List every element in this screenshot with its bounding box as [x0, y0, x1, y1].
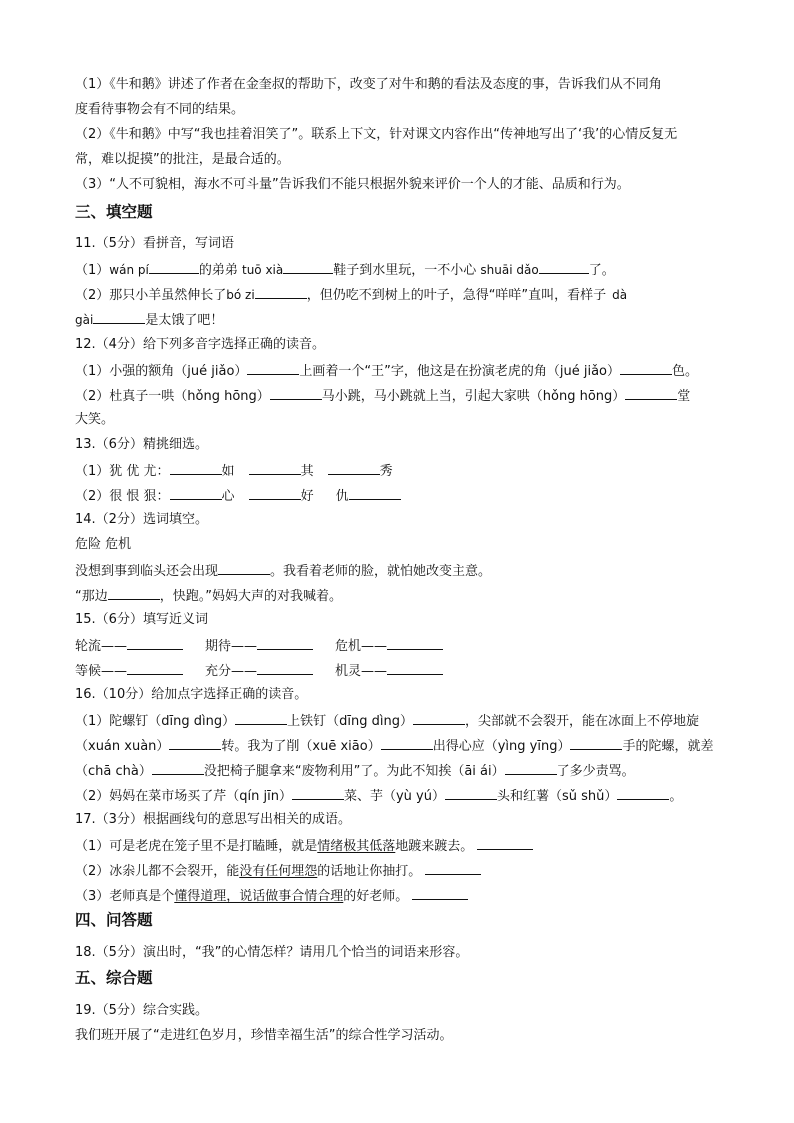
q16-l3-text: 没把椅子腿拿来“废物利用”了。为此不知挨（āi ái） — [203, 764, 505, 779]
answer-blank[interactable] — [539, 261, 589, 274]
q11-l1-text: 鞋子到水里玩，一不小心 — [333, 263, 477, 278]
q12-l2-text: （2）杜真子一哄（hǒng hōng） — [75, 389, 270, 404]
q12-line-1 — [75, 362, 698, 380]
q17-line-1 — [75, 837, 533, 855]
q17-heading: 17.（3分）根据画线句的意思写出相关的成语。 — [75, 812, 351, 827]
q17-line-3 — [75, 887, 468, 905]
answer-blank[interactable] — [247, 362, 299, 375]
answer-blank[interactable] — [235, 712, 287, 725]
pinyin: wán pí — [109, 263, 149, 277]
answer-blank[interactable] — [570, 737, 622, 750]
answer-blank[interactable] — [505, 762, 557, 775]
pinyin: tuō xià — [241, 263, 284, 277]
q13-heading: 13.（6分）精挑细选。 — [75, 437, 208, 452]
q18-heading: 18.（5分）演出时，“我”的心情怎样？请用几个恰当的词语来形容。 — [75, 945, 469, 960]
q11-l2-text: ，但仍吃不到树上的叶子，急得“咩咩”直叫，看样子 — [306, 288, 607, 303]
q13-word: 秀 — [379, 464, 393, 479]
answer-blank[interactable] — [218, 562, 270, 575]
pinyin: shuāi dǎo — [480, 263, 539, 277]
q17-l3-text: 的好老师。 — [343, 889, 409, 904]
q13-line-2 — [75, 487, 401, 505]
q12-l1-text: （1）小强的额角（jué jiǎo） — [75, 364, 248, 379]
section-5-title: 五、综合题 — [75, 969, 153, 987]
q16-l4-text: 菜、芋（yù yú） — [343, 789, 445, 804]
answer-blank[interactable] — [617, 787, 669, 800]
q11-l1-end: 了。 — [588, 263, 615, 278]
answer-blank[interactable] — [257, 637, 313, 650]
q16-l2-text: （xuán xuàn） — [75, 739, 170, 754]
answer-blank[interactable] — [283, 261, 333, 274]
section-3-title: 三、填空题 — [75, 203, 153, 221]
answer-blank[interactable] — [477, 837, 533, 850]
q12-line-3: 大笑。 — [75, 412, 115, 427]
q13-word: 其 — [300, 464, 314, 479]
q12-l1-text: 上画着一个“王”字，他这是在扮演老虎的角（jué jiǎo） — [299, 364, 621, 379]
q11-l1-text: 的弟弟 — [198, 263, 238, 278]
q16-l4-end: 。 — [669, 789, 683, 804]
q17-l3-text: （3）老师真是个 — [75, 889, 175, 904]
q16-l4-text: 头和红薯（sǔ shǔ） — [496, 789, 618, 804]
answer-blank[interactable] — [170, 487, 222, 500]
q16-l1-text: 上铁钉（dīng dìng） — [287, 714, 413, 729]
q14-l2-text: ，快跑。”妈妈大声的对我喊着。 — [159, 589, 342, 604]
q13-word: 心 — [221, 489, 235, 504]
answer-blank[interactable] — [445, 787, 497, 800]
q11-line-2 — [75, 286, 627, 304]
q16-line-3 — [75, 762, 635, 780]
q14-l2-text: “那边 — [75, 589, 108, 604]
underlined-phrase: 没有任何埋怨 — [239, 864, 318, 879]
q16-line-2 — [75, 737, 713, 755]
answer-blank[interactable] — [270, 387, 322, 400]
q16-l3-text: 了多少责骂。 — [556, 764, 635, 779]
q11-l1-prefix: （1） — [75, 263, 110, 278]
q16-line-4 — [75, 787, 682, 805]
q15-heading: 15.（6分）填写近义词 — [75, 612, 208, 627]
answer-blank[interactable] — [620, 362, 672, 375]
answer-blank[interactable] — [255, 286, 307, 299]
answer-blank[interactable] — [127, 662, 183, 675]
pinyin: gài — [75, 313, 94, 327]
q16-heading: 16.（10分）给加点字选择正确的读音。 — [75, 687, 308, 702]
q14-heading: 14.（2分）选词填空。 — [75, 512, 208, 527]
answer-blank[interactable] — [349, 487, 401, 500]
answer-blank[interactable] — [257, 662, 313, 675]
q15-word: 等候—— — [75, 664, 128, 679]
q15-line-2 — [75, 662, 443, 680]
q15-line-1 — [75, 637, 443, 655]
answer-blank[interactable] — [413, 712, 465, 725]
q16-l1-text: （1）陀螺钉（dīng dìng） — [75, 714, 236, 729]
answer-blank[interactable] — [149, 261, 199, 274]
q15-word: 期待—— — [205, 639, 258, 654]
statement-2-line-1: （2）《牛和鹅》中写“我也挂着泪笑了”。联系上下文，针对课文内容作出“传神地写出了‘我’的心情反复无 — [75, 127, 678, 142]
answer-blank[interactable] — [387, 637, 443, 650]
statement-1-line-2: 度看待事物会有不同的结果。 — [75, 102, 245, 117]
q14-line-1 — [75, 562, 491, 580]
pinyin: dà — [612, 288, 628, 302]
q12-l1-end: 色。 — [672, 364, 699, 379]
q13-l1-label: （1）犹 优 尤： — [75, 464, 170, 479]
q12-l2-end: 堂 — [677, 389, 691, 404]
statement-3: （3）“人不可貌相，海水不可斗量”告诉我们不能只根据外貌来评价一个人的才能、品质和行为。 — [75, 177, 630, 192]
q12-heading: 12.（4分）给下列多音字选择正确的读音。 — [75, 337, 325, 352]
q17-line-2 — [75, 862, 481, 880]
q11-line-3 — [75, 311, 223, 329]
q16-l1-text: ，尖部就不会裂开，能在冰面上不停地旋 — [464, 714, 699, 729]
answer-blank[interactable] — [381, 737, 433, 750]
pinyin: bó zi — [226, 288, 255, 302]
answer-blank[interactable] — [127, 637, 183, 650]
statement-2-line-2: 常，难以捉摸”的批注，是最合适的。 — [75, 152, 290, 167]
q17-l2-text: 的话地让你抽打。 — [317, 864, 422, 879]
q16-l4-text: （2）妈妈在菜市场买了芹（qín jīn） — [75, 789, 292, 804]
q17-l2-text: （2）冰尜儿都不会裂开，能 — [75, 864, 240, 879]
q11-l2-text: （2）那只小羊虽然伸长了 — [75, 288, 227, 303]
q15-word: 轮流—— — [75, 639, 128, 654]
q11-heading: 11.（5分）看拼音，写词语 — [75, 236, 234, 251]
answer-blank[interactable] — [292, 787, 344, 800]
q17-l1-text: （1）可是老虎在笼子里不是打瞌睡，就是 — [75, 839, 318, 854]
q16-l3-text: （chā chà） — [75, 764, 152, 779]
underlined-phrase: 情绪极其低落 — [317, 839, 396, 854]
q14-l1-text: 。我看着老师的脸，就怕她改变主意。 — [270, 564, 492, 579]
q19-heading: 19.（5分）综合实践。 — [75, 1003, 208, 1018]
answer-blank[interactable] — [108, 587, 160, 600]
q11-l3-text: 是太饿了吧！ — [145, 313, 224, 328]
q17-l1-text: 地踱来踱去。 — [395, 839, 474, 854]
section-4-title: 四、问答题 — [75, 911, 153, 929]
q19-line-1: 我们班开展了“走进红色岁月，珍惜幸福生活”的综合性学习活动。 — [75, 1028, 453, 1043]
q13-l2-label: （2）很 恨 狠： — [75, 489, 170, 504]
underlined-phrase: 懂得道理，说话做事合情合理 — [174, 889, 344, 904]
answer-blank[interactable] — [170, 462, 222, 475]
answer-blank[interactable] — [425, 862, 481, 875]
q15-word: 机灵—— — [335, 664, 388, 679]
answer-blank[interactable] — [249, 487, 301, 500]
q16-l2-text: 手的陀螺，就差 — [622, 739, 714, 754]
q13-word: 仇 — [335, 489, 349, 504]
q11-line-1 — [75, 261, 615, 279]
q14-l1-text: 没想到事到临头还会出现 — [75, 564, 219, 579]
q12-l2-text: 马小跳，马小跳就上当，引起大家哄（hǒng hōng） — [321, 389, 626, 404]
q16-l2-text: 转。我为了削（xuē xiāo） — [221, 739, 381, 754]
q12-line-2 — [75, 387, 690, 405]
answer-blank[interactable] — [93, 311, 145, 324]
q15-word: 充分—— — [205, 664, 258, 679]
q16-l2-text: 出得心应（yìng yīng） — [432, 739, 571, 754]
answer-blank[interactable] — [152, 762, 204, 775]
q14-line-2 — [75, 587, 342, 605]
answer-blank[interactable] — [328, 462, 380, 475]
q13-word: 如 — [221, 464, 235, 479]
answer-blank[interactable] — [387, 662, 443, 675]
q16-line-1 — [75, 712, 699, 730]
answer-blank[interactable] — [412, 887, 468, 900]
answer-blank[interactable] — [625, 387, 677, 400]
q13-word: 好 — [300, 489, 314, 504]
q13-line-1 — [75, 462, 393, 480]
q15-word: 危机—— — [335, 639, 388, 654]
answer-blank[interactable] — [249, 462, 301, 475]
q14-word-options: 危险 危机 — [75, 537, 132, 552]
answer-blank[interactable] — [169, 737, 221, 750]
statement-1-line-1: （1）《牛和鹅》讲述了作者在金奎叔的帮助下，改变了对牛和鹅的看法及态度的事，告诉我们从不同角 — [75, 77, 662, 92]
